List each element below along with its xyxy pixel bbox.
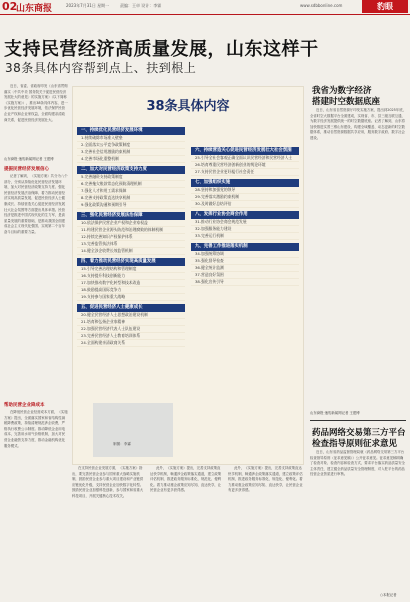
infographic-section-list [77,135,185,163]
infographic-section-title: 三、强化民营经济发展法治保障 [77,212,185,220]
building-illustration [93,403,173,457]
infographic-item: 23.完善民营经济人士教育培训体系 [77,333,185,340]
infographic-right-column [191,147,299,289]
infographic-section-title: 九、完善工作推进落实机制 [191,243,299,251]
infographic-item: 16.支持提升科技创新能力 [77,273,185,280]
infographic-item: 15.引导完善治理结构和管理制度 [77,266,185,273]
infographic-item: 7.强化人才和用工需求保障 [77,188,185,195]
infographic-item: 33.完善运行机制 [191,233,299,240]
body-cost: 在降低民营企业经营成本方面，《实施方案》提出，全面落实国家和省结构性减税降费政策，持续清理规范涉企收费，严格执行收费公示制度。推动降低企业用电成本，完善用水用气价格机制，加大对民营企业融资支持力度，推动金融机构优化服务模式。 [4,410,68,448]
infographic-item: 19.支持参与国家重大战略 [77,294,185,301]
infographic-item: 27.支持民营企业更好履行社会责任 [191,169,299,176]
infographic-item: 28.坚持和加强党的领导 [191,187,299,194]
body-confidence: 记者了解到，《实施方案》共分为八个部分，分别从持续优化民营经济发展环境、加大对民营经济政策支持力度、强化民营经济发展法治保障、着力推动民营经济实现高质量发展、促进民营经济人士健康成长、持续营造关心促进民营经济发展壮大社会氛围等方面提出具体举措。民营经济是推进中国式现代化的生力军，是高质量发展的重要基础，是推动我国全面建成社会主义现代化强国、实现第二个百年奋斗目标的重要力量。 [4,174,68,234]
infographic-section-list [191,155,299,176]
infographic-item: 13.完善监管执法体系 [77,241,185,248]
editor-credit: 责编：王卓 设计：李霖 [120,3,162,8]
infographic-item: 30.及时做好总结评估 [191,201,299,208]
infographic-item: 11.构建民营企业源头防范和治理腐败的体制机制 [77,227,185,234]
right-story2-title1: 药品网络交易第三方平台 [312,428,406,438]
infographic-item: 2.全面落实公平竞争政策制度 [77,142,185,149]
lead-reporter: 山东商报·速豹新闻网记者 王建博 [4,157,54,161]
infographic-item: 12.持续完善知识产权保护体系 [77,234,185,241]
subheadline: 38条具体内容帮到点上、扶到根上 [5,61,197,75]
body-col2: 在支持民营企业发展方面，《实施方案》指出，要完善民营企业参与国家重大战略实施机制，鼓励民营企业参与重大项目建设和产业链供应链优化升级，支持民营企业加快数字化转型。鼓励民营企业加强科技创新，参与国家和省重大科技项目，开展关键核心技术攻关。 [72,466,144,498]
infographic-item: 31.推动行业协会商会规范发展 [191,219,299,226]
right-story2-body: 近日，山东省药品监督管理局就《药品网络交易第三方平台检查指导原则（征求意见稿）》公开征求意见。征求意见稿明确了检查对象、检查内容和检查方式，要求平台落实药品质量安全主体责任，建立健全药品质量安全管理制度，对入驻平台的药品经营企业资质进行审核。 [310,450,405,477]
right-story2-reporter: ○本报记者 [380,593,397,597]
body-col3: 此外，《实施方案》提出，完善支持政策直达快享机制，畅通涉企政策落实通道，建立政策评估机制，推进政务服务标准化、规范化、便利化。着力推动惠企政策应知尽知、直达快享，让民营企业有更多获得感。 [150,466,222,493]
issue-date: 2023年7月31日 星期一 [66,3,110,8]
infographic-item: 8.完善支持政策直达快享机制 [77,195,185,202]
infographic-item: 1.持续破除市场准入壁垒 [77,135,185,142]
infographic-section-list [191,251,299,286]
section-name: 山东商报 [16,4,53,14]
headline: 支持民营经济高质量发展，山东这样干 [4,39,319,60]
infographic-item: 14.健全涉企收费长效监管机制 [77,248,185,255]
infographic-item: 6.完善拖欠账款常态化预防清理机制 [77,181,185,188]
subhead-confidence: 提振民营经济发展信心 [4,167,49,172]
infographic-section-title: 八、发挥行业协会商会作用 [191,211,299,219]
masthead [0,0,410,14]
infographic-item: 38.强化宣传引导 [191,279,299,286]
right-story1-reporter: 山东商报·速豹新闻网记者 王建博 [310,411,360,415]
right-story1-body: 近日，山东省自然资源厅印发实施方案，提出到2025年底，全省时空大数据平台全面建成，实现省、市、县三级互联互通，为数字经济发展提供统一的时空数据底座。记者了解到，山东将加快推进实景三维山东建设，构建全域覆盖、动态更新的时空数据体系，推动自然资源数据共享应用，服务数字政府、数字社会建设。 [310,108,406,140]
infographic-item: 17.加快推动数字化转型和技术改造 [77,280,185,287]
infographic-credit: 制图：李霖 [113,442,131,446]
infographic-item: 18.鼓励提高国际竞争力 [77,287,185,294]
right-story2-title2: 检查指导原则征求意见 [312,439,398,449]
infographic-item: 25.引导全社会客观正确全面认识民营经济和民营经济人士 [191,155,299,162]
infographic-item: 24.全面构建亲清政商关系 [77,340,185,347]
infographic-section-title: 六、持续营造关心促进民营经济发展壮大社会氛围 [191,147,299,155]
infographic [72,86,304,465]
infographic-item: 10.依法保护民营企业产权和企业家权益 [77,220,185,227]
infographic-item: 36.健全统计监测 [191,265,299,272]
right-column-divider [310,420,406,421]
infographic-item: 26.培育尊重民营经济创新创业的舆论环境 [191,162,299,169]
infographic-item: 29.完善落实激励约束机制 [191,194,299,201]
infographic-section-list [77,174,185,209]
infographic-title: 38条具体内容 [146,99,230,114]
site-url[interactable]: www.sdbbonline.com [300,3,343,8]
infographic-item: 3.完善社会信用激励约束机制 [77,149,185,156]
infographic-item: 21.培育和弘扬企业家精神 [77,319,185,326]
infographic-section-title: 一、持续优化民营经济发展环境 [77,127,185,135]
right-story1-title1: 我省为数字经济 [312,86,372,96]
header-rule [0,14,410,15]
infographic-section-list [77,220,185,255]
lead-paragraph: 近日，省委、省政府印发《山东省贯彻落实〈中共中央 国务院关于促进民营经济发展壮大的意见〉的实施方案》（以下简称《实施方案》），推出38条具体内容，进一步优化民营经济发展环境，依法保护民营企业产权和企业家权益，全面构建亲清政商关系，促进民营经济发展壮大。 [4,84,68,122]
right-story1-title2: 搭建时空数据底座 [312,97,381,107]
infographic-section-list [77,312,185,347]
infographic-section-list [191,187,299,208]
subhead-cost: 帮助民营企业降成本 [4,403,45,408]
infographic-item: 22.加强民营经济代表人士队伍建设 [77,326,185,333]
infographic-left-column [77,127,185,350]
infographic-item: 20.健全民营经济人士思想政治建设机制 [77,312,185,319]
infographic-section-title: 七、加强组织实施 [191,179,299,187]
infographic-section-title: 五、促进民营经济人士健康成长 [77,304,185,312]
infographic-item: 9.强化政策沟通和预期引导 [77,202,185,209]
page-number: 02 [2,0,18,13]
infographic-item: 35.强化督导检查 [191,258,299,265]
infographic-item: 4.完善市场化重整机制 [77,156,185,163]
infographic-section-title: 二、加大对民营经济政策支持力度 [77,166,185,174]
infographic-section-list [77,266,185,301]
infographic-item: 37.营造良好氛围 [191,272,299,279]
infographic-section-list [191,219,299,240]
infographic-item: 32.加强服务能力建设 [191,226,299,233]
infographic-item: 34.加强统筹协调 [191,251,299,258]
infographic-section-title: 四、着力推动民营经济实现高质量发展 [77,258,185,266]
body-col4: 此外，《实施方案》提出，完善支持政策直达快享机制，畅通涉企政策落实通道，建立政策评估机制，推进政务服务标准化、规范化、便利化。着力推动惠企政策应知尽知、直达快享，让民营企业有更多获得感。 [228,466,303,493]
column-logo: 豹眼 [362,0,408,13]
infographic-item: 5.完善融资支持政策制度 [77,174,185,181]
